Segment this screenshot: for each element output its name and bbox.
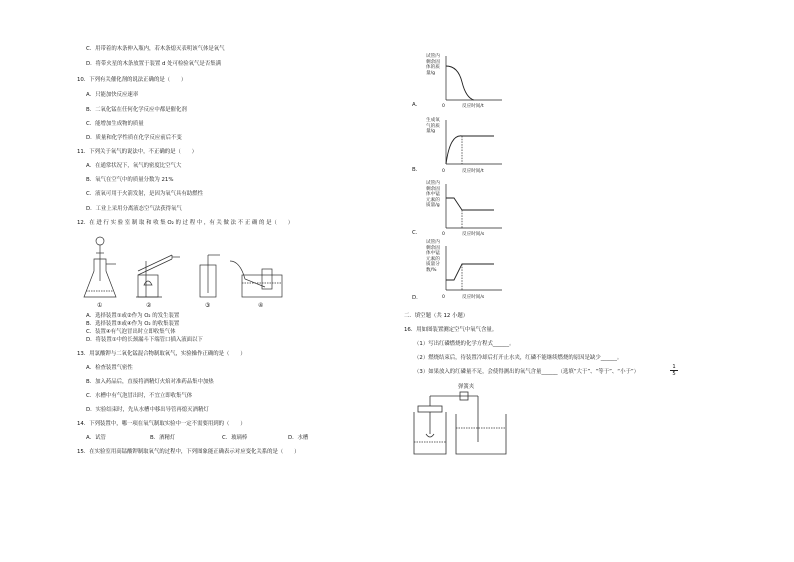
clamp-label: 弹簧夹 <box>458 384 475 390</box>
fraction-denominator: 5 <box>672 371 676 377</box>
label-1: ① <box>97 302 103 309</box>
q15-stem: 15．在实验室用高锰酸钾制取氧气的过程中，下列图象能正确表示对应变化关系的是（ ） <box>77 449 300 455</box>
q9-option-c: C．用带着的木条伸入瓶内，若木条熄灭表明该气体是氧气 <box>86 46 225 52</box>
beaker <box>456 414 506 454</box>
graph-c-xlabel: 反应时间/s <box>462 232 485 237</box>
q12-apparatus-figure <box>80 231 295 311</box>
graph-b-ylabel: 生成氧气的质量/g <box>426 118 440 135</box>
q16-apparatus-figure <box>408 382 518 458</box>
graph-a-origin: 0 <box>442 104 445 109</box>
graph-b-curve <box>446 136 494 164</box>
graph-a-plot <box>444 56 504 106</box>
q16-item-3: （3）如果放入的红磷量不足，会使得测出的氧气含量______（选填“大于”、“等于”、“小于”） <box>414 369 640 375</box>
q14-option-c: C．玻璃棒 <box>222 435 248 441</box>
q13-option-c: C．水槽中有气泡冒出时，不宜立即收集气体 <box>86 393 193 399</box>
graph-b-origin: 0 <box>442 169 445 174</box>
combustion-spoon <box>426 434 434 437</box>
q11-option-a: A．在通常状况下，氧气的密度比空气大 <box>86 163 182 169</box>
q11-stem: 11．下列关于氧气的说法中，不正确的是（ ） <box>77 149 198 155</box>
graph-c-ylabel: 试管内剩余固体中锰元素的质量/g <box>426 181 440 209</box>
q12-option-d: D．将装置①中的长颈漏斗下端管口插入液面以下 <box>86 337 203 343</box>
q12-option-a: A．选择装置①或②作为 O₂ 的发生装置 <box>86 313 180 319</box>
graph-c-curve <box>446 198 494 210</box>
graph-d <box>444 246 504 300</box>
q13-stem: 13．用氯酸钾与二氧化锰混合物制取氧气，实验操作正确的是（ ） <box>77 351 246 357</box>
q12-option-b: B．选择装置③或④作为 O₂ 的收集装置 <box>86 321 180 327</box>
graph-b <box>444 120 504 174</box>
graph-a-curve <box>446 66 474 100</box>
graph-b-plot <box>444 120 504 170</box>
label-2: ② <box>146 302 152 309</box>
q10-stem: 10．下列有关催化剂的说法正确的是（ ） <box>77 77 187 83</box>
graph-d-option: D． <box>412 295 422 301</box>
label-4: ④ <box>258 302 264 309</box>
graph-d-curve <box>446 264 494 280</box>
fraction <box>670 364 678 377</box>
q12-stem: 12．在 进 行 实 验 室 制 取 和 收 集 O₂ 的 过 程 中 ，有 关 做 法 不 正 确 的 是（ ） <box>77 220 294 226</box>
graph-a-option: A． <box>412 102 422 108</box>
fraction-numerator: 1 <box>670 364 678 371</box>
q16-item-1: （1）写出红磷燃烧的化学方程式______。 <box>414 341 515 347</box>
q16-apparatus-drawing <box>408 382 518 458</box>
q14-option-d: D．水槽 <box>288 435 309 441</box>
graph-c-option: C． <box>412 230 422 236</box>
section-2-title: 二．填空题（共 12 小题） <box>404 313 469 319</box>
q14-option-b: B．酒精灯 <box>150 435 176 441</box>
q13-option-d: D．实验结束时，先从水槽中移出导管再熄灭酒精灯 <box>86 407 209 413</box>
graph-a-xlabel: 反应时间/t <box>462 104 484 109</box>
graph-c-plot <box>444 184 504 234</box>
q10-option-d: D．质量和化学性质在化学反应前后不变 <box>86 135 182 141</box>
q10-option-c: C．能增加生成物的质量 <box>86 121 144 127</box>
q13-option-a: A．检查装置气密性 <box>86 365 133 371</box>
q12-apparatus-drawing <box>80 231 295 311</box>
q12-option-c: C．装置④有气泡冒出时立即收集气体 <box>86 329 176 335</box>
graph-c-origin: 0 <box>442 232 445 237</box>
graph-b-option: B． <box>412 167 422 173</box>
graph-b-xlabel: 反应时间/t <box>462 169 484 174</box>
q10-option-a: A．只能加快反应速率 <box>86 92 139 98</box>
q13-option-b: B．加入药品后，直接将酒精灯火焰对准药品集中加热 <box>86 379 214 385</box>
graph-c <box>444 184 504 238</box>
graph-d-plot <box>444 246 504 296</box>
q16-item-2: （2）燃烧结束后，待装置冷却后打开止水夹，红磷不能继续燃烧的原因是缺少______。 <box>414 355 623 361</box>
graph-d-xlabel: 反应时间/s <box>462 295 485 300</box>
q16-stem: 16．用如图装置测定空气中氧气含量。 <box>404 327 498 333</box>
graph-a <box>444 56 504 110</box>
stopper <box>418 406 442 412</box>
label-3: ③ <box>205 302 211 309</box>
q14-option-a: A．试管 <box>86 435 106 441</box>
q9-option-d: D．将带火星的木条放置于装置 d 处可检验氧气是否集满 <box>86 61 221 67</box>
graph-a-ylabel: 试管内剩余固体的质量/g <box>426 54 440 76</box>
q11-option-c: C．液氧可用于火箭发射，是因为氧气具有助燃性 <box>86 191 203 197</box>
q11-option-b: B．氧气在空气中的质量分数为 21% <box>86 177 174 183</box>
graph-d-origin: 0 <box>442 295 445 300</box>
q10-option-b: B．二氧化锰在任何化学反应中都是催化剂 <box>86 107 187 113</box>
graph-d-ylabel: 试管内剩余固体中锰元素的质量分数/% <box>426 240 440 273</box>
q11-option-d: D．工业上采用分离液态空气法获得氧气 <box>86 206 182 212</box>
q14-stem: 14．下列装置中，哪一项在氧气制取实验中一定不需要用到的（ ） <box>77 421 246 427</box>
